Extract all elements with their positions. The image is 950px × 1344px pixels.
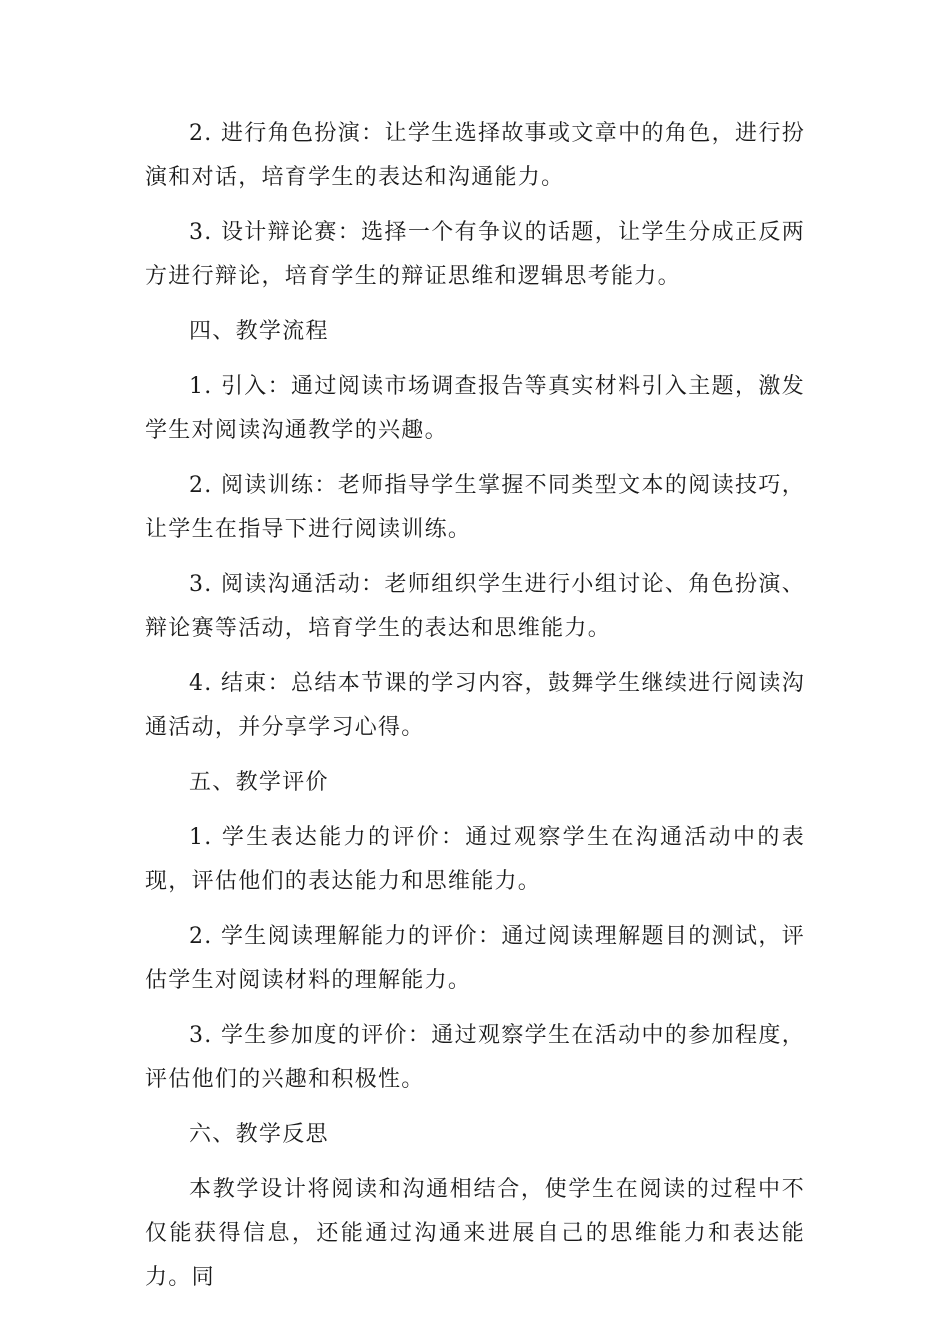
paragraph-conclusion: 4. 结束：总结本节课的学习内容，鼓舞学生继续进行阅读沟通活动，并分享学习心得。: [145, 671, 805, 740]
paragraph-participation-evaluation: 3. 学生参加度的评价：通过观察学生在活动中的参加程度，评估他们的兴趣和积极性。: [145, 1023, 805, 1092]
paragraph-comprehension-evaluation: 2. 学生阅读理解能力的评价：通过阅读理解题目的测试，评估学生对阅读材料的理解能力。: [145, 924, 805, 993]
paragraph-reading-training: 2. 阅读训练：老师指导学生掌握不同类型文本的阅读技巧，让学生在指导下进行阅读训练。: [145, 473, 805, 542]
paragraph-expression-evaluation: 1. 学生表达能力的评价：通过观察学生在沟通活动中的表现，评估他们的表达能力和思维能力。: [145, 825, 805, 894]
document-body: [145, 112, 805, 1311]
paragraph-communication-activity: 3. 阅读沟通活动：老师组织学生进行小组讨论、角色扮演、辩论赛等活动，培育学生的表达和思维能力。: [145, 572, 805, 641]
paragraph-introduction: 1. 引入：通过阅读市场调查报告等真实材料引入主题，激发学生对阅读沟通教学的兴趣。: [145, 374, 805, 443]
section-heading-teaching-evaluation: 五、教学评价: [189, 770, 329, 795]
section-heading-teaching-reflection: 六、教学反思: [189, 1122, 329, 1147]
paragraph-reflection: 本教学设计将阅读和沟通相结合，使学生在阅读的过程中不仅能获得信息，还能通过沟通来进展自己的思维能力和表达能力。同: [145, 1177, 805, 1290]
section-heading-teaching-process: 四、教学流程: [189, 319, 329, 344]
paragraph-debate: 3. 设计辩论赛：选择一个有争议的话题，让学生分成正反两方进行辩论，培育学生的辩证思维和逻辑思考能力。: [145, 220, 805, 289]
paragraph-role-play: 2. 进行角色扮演：让学生选择故事或文章中的角色，进行扮演和对话，培育学生的表达和沟通能力。: [145, 121, 805, 190]
